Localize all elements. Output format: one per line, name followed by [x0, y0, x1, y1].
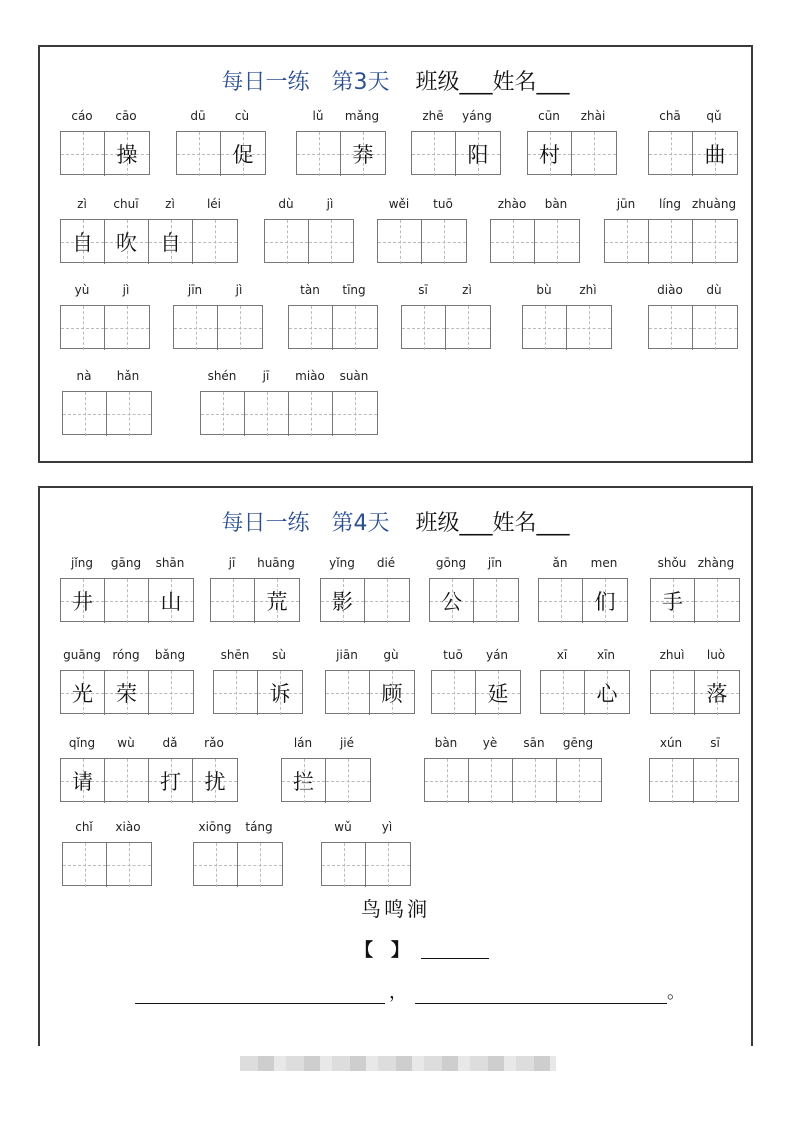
pinyin-label: zhài: [580, 109, 606, 123]
pinyin-label: miào: [295, 369, 325, 383]
pinyin-label: dù: [706, 283, 722, 297]
writing-cell[interactable]: [149, 671, 193, 715]
writing-cell[interactable]: [446, 306, 490, 350]
writing-cell[interactable]: [201, 392, 245, 436]
writing-box-group: [213, 670, 303, 714]
writing-box-group: [60, 670, 194, 714]
writing-cell[interactable]: [585, 671, 629, 715]
writing-box-group: [62, 842, 152, 886]
poem-author-line: [355, 936, 489, 962]
cell-character: 请: [72, 770, 93, 794]
pinyin-label: gāng: [110, 556, 142, 570]
pinyin-label: xiào: [115, 820, 141, 834]
cell-character: 促: [232, 143, 254, 167]
writing-cell[interactable]: [193, 759, 237, 803]
pinyin-label: ǎn: [552, 556, 568, 570]
pinyin-label: sān: [523, 736, 545, 750]
writing-cell[interactable]: [341, 132, 385, 176]
cell-character: 影: [332, 590, 353, 614]
pinyin-label: qǐng: [68, 736, 96, 750]
pinyin-label: jǐng: [71, 556, 93, 570]
writing-cell[interactable]: [107, 392, 151, 436]
pinyin-label: bàn: [434, 736, 458, 750]
writing-cell[interactable]: [149, 220, 193, 264]
writing-cell[interactable]: [469, 759, 513, 803]
writing-box-group: [401, 305, 491, 349]
pinyin-label: zì: [462, 283, 472, 297]
writing-cell[interactable]: [650, 759, 694, 803]
pinyin-label: tīng: [342, 283, 366, 297]
writing-cell[interactable]: [61, 132, 105, 176]
pinyin-label: huāng: [257, 556, 295, 570]
pinyin-label: jì: [326, 197, 334, 211]
cell-character: 自: [72, 231, 93, 255]
writing-box-group: [429, 578, 519, 622]
writing-box-group: [296, 131, 386, 175]
writing-cell[interactable]: [583, 579, 627, 623]
pinyin-label: zì: [165, 197, 175, 211]
writing-box-group: [210, 578, 300, 622]
dynasty-bracket: 【 】: [355, 940, 409, 961]
pinyin-label: wěi: [388, 197, 410, 211]
cell-character: 曲: [704, 143, 726, 167]
pinyin-label: jūn: [616, 197, 636, 211]
pinyin-label: tàn: [300, 283, 320, 297]
cell-character: 拦: [293, 770, 314, 794]
writing-cell[interactable]: [476, 671, 520, 715]
writing-cell[interactable]: [651, 671, 695, 715]
pinyin-label: táng: [245, 820, 273, 834]
writing-cell[interactable]: [412, 132, 456, 176]
writing-box-group: [62, 391, 152, 435]
writing-cell[interactable]: [474, 579, 518, 623]
writing-cell[interactable]: [63, 843, 107, 887]
writing-cell[interactable]: [649, 132, 693, 176]
cell-character: 落: [706, 682, 728, 706]
pinyin-label: dū: [190, 109, 206, 123]
pinyin-label: jiān: [336, 648, 358, 662]
poem-verse-line: [135, 978, 685, 1004]
pinyin-label: men: [590, 556, 618, 570]
writing-cell[interactable]: [221, 132, 265, 176]
pinyin-label: diào: [657, 283, 683, 297]
writing-cell[interactable]: [651, 579, 695, 623]
cell-character: 顾: [381, 682, 403, 706]
blurred-watermark: [240, 1056, 556, 1071]
writing-cell[interactable]: [149, 759, 193, 803]
writing-cell[interactable]: [149, 579, 193, 623]
writing-cell[interactable]: [432, 671, 476, 715]
pinyin-label: dié: [376, 556, 396, 570]
pinyin-label: jīn: [487, 556, 503, 570]
writing-cell[interactable]: [282, 759, 326, 803]
writing-cell[interactable]: [61, 306, 105, 350]
pinyin-label: jié: [339, 736, 355, 750]
title-class-name-field: 班级___姓名___: [415, 70, 570, 95]
pinyin-label: suàn: [339, 369, 369, 383]
writing-box-group: [320, 578, 410, 622]
practice-card-day3: [38, 45, 753, 463]
cell-character: 公: [441, 590, 462, 614]
writing-cell[interactable]: [309, 220, 353, 264]
writing-cell[interactable]: [211, 579, 255, 623]
cell-character: 心: [596, 682, 618, 706]
pinyin-label: cáo: [71, 109, 93, 123]
writing-cell[interactable]: [177, 132, 221, 176]
writing-box-group: [540, 670, 630, 714]
writing-cell[interactable]: [528, 132, 572, 176]
writing-cell[interactable]: [105, 579, 149, 623]
writing-cell[interactable]: [61, 220, 105, 264]
writing-box-group: [648, 305, 738, 349]
pinyin-label: líng: [659, 197, 681, 211]
cell-character: 莽: [352, 143, 374, 167]
cell-character: 手: [662, 590, 683, 614]
cell-character: 井: [72, 590, 93, 614]
writing-cell[interactable]: [238, 843, 282, 887]
writing-cell[interactable]: [402, 306, 446, 350]
pinyin-label: nà: [76, 369, 92, 383]
writing-cell[interactable]: [541, 671, 585, 715]
pinyin-label: jī: [262, 369, 270, 383]
pinyin-label: chuī: [113, 197, 139, 211]
poem-title: 鸟鸣涧: [361, 897, 430, 921]
writing-cell[interactable]: [422, 220, 466, 264]
cell-character: 光: [72, 682, 93, 706]
writing-box-group: [431, 670, 521, 714]
pinyin-label: chǐ: [75, 820, 93, 834]
pinyin-label: zhàng: [697, 556, 735, 570]
writing-cell[interactable]: [557, 759, 601, 803]
writing-cell[interactable]: [326, 759, 370, 803]
pinyin-label: rǎo: [204, 736, 224, 750]
writing-cell[interactable]: [693, 132, 737, 176]
pinyin-label: zhào: [497, 197, 527, 211]
writing-cell[interactable]: [513, 759, 557, 803]
writing-cell[interactable]: [456, 132, 500, 176]
verse-blank-2[interactable]: [415, 985, 667, 1004]
pinyin-label: xiōng: [198, 820, 232, 834]
writing-box-group: [60, 305, 150, 349]
pinyin-label: shǒu: [657, 556, 687, 570]
verse-period: 。: [667, 982, 685, 1003]
writing-box-group: [176, 131, 266, 175]
writing-cell[interactable]: [649, 220, 693, 264]
verse-blank-1[interactable]: [135, 985, 385, 1004]
writing-cell[interactable]: [214, 671, 258, 715]
writing-box-group: [325, 670, 415, 714]
cell-character: 诉: [269, 682, 291, 706]
writing-cell[interactable]: [61, 579, 105, 623]
writing-cell[interactable]: [539, 579, 583, 623]
writing-cell[interactable]: [105, 220, 149, 264]
writing-cell[interactable]: [255, 579, 299, 623]
pinyin-label: cāo: [115, 109, 137, 123]
pinyin-label: jì: [235, 283, 243, 297]
pinyin-label: mǎng: [344, 109, 380, 123]
writing-cell[interactable]: [649, 306, 693, 350]
writing-box-group: [490, 219, 580, 263]
writing-box-group: [173, 305, 263, 349]
writing-cell[interactable]: [245, 392, 289, 436]
writing-box-group: [288, 305, 378, 349]
pinyin-label: lǔ: [312, 109, 324, 123]
writing-cell[interactable]: [63, 392, 107, 436]
cell-character: 们: [594, 590, 616, 614]
pinyin-label: zhē: [422, 109, 444, 123]
writing-cell[interactable]: [425, 759, 469, 803]
writing-box-group: [60, 219, 238, 263]
pinyin-label: cù: [234, 109, 250, 123]
writing-box-group: [650, 670, 740, 714]
writing-box-group: [321, 842, 411, 886]
pinyin-label: lán: [293, 736, 313, 750]
pinyin-label: yù: [74, 283, 90, 297]
pinyin-label: bǎng: [154, 648, 186, 662]
pinyin-label: tuō: [433, 197, 453, 211]
writing-cell[interactable]: [326, 671, 370, 715]
writing-cell[interactable]: [430, 579, 474, 623]
writing-box-group: [522, 305, 612, 349]
writing-cell[interactable]: [174, 306, 218, 350]
writing-box-group: [60, 131, 150, 175]
writing-cell[interactable]: [567, 306, 611, 350]
writing-cell[interactable]: [194, 843, 238, 887]
writing-cell[interactable]: [693, 220, 737, 264]
writing-cell[interactable]: [61, 671, 105, 715]
title-class-name-field: 班级___姓名___: [415, 511, 570, 536]
pinyin-label: shēn: [220, 648, 250, 662]
pinyin-label: guāng: [63, 648, 101, 662]
writing-box-group: [60, 758, 238, 802]
writing-cell[interactable]: [370, 671, 414, 715]
writing-box-group: [604, 219, 738, 263]
pinyin-label: sī: [710, 736, 720, 750]
writing-cell[interactable]: [523, 306, 567, 350]
writing-box-group: [650, 578, 740, 622]
cell-character: 操: [116, 143, 138, 167]
pinyin-label: xī: [556, 648, 568, 662]
pinyin-label: shén: [207, 369, 237, 383]
pinyin-label: cūn: [538, 109, 560, 123]
writing-cell[interactable]: [365, 579, 409, 623]
pinyin-label: sī: [418, 283, 428, 297]
cell-character: 吹: [116, 231, 137, 255]
writing-cell[interactable]: [193, 220, 237, 264]
cell-character: 自: [160, 231, 181, 255]
writing-cell[interactable]: [695, 671, 739, 715]
writing-box-group: [281, 758, 371, 802]
cell-character: 荒: [266, 590, 288, 614]
writing-box-group: [193, 842, 283, 886]
pinyin-label: xīn: [596, 648, 616, 662]
writing-cell[interactable]: [694, 759, 738, 803]
cell-character: 扰: [204, 770, 226, 794]
writing-cell[interactable]: [105, 306, 149, 350]
pinyin-label: zhì: [579, 283, 597, 297]
pinyin-label: róng: [112, 648, 140, 662]
writing-cell[interactable]: [695, 579, 739, 623]
author-blank[interactable]: [421, 940, 489, 959]
writing-cell[interactable]: [289, 392, 333, 436]
writing-box-group: [527, 131, 617, 175]
pinyin-label: wù: [117, 736, 135, 750]
writing-cell[interactable]: [333, 392, 377, 436]
pinyin-label: sù: [272, 648, 286, 662]
writing-cell[interactable]: [258, 671, 302, 715]
writing-cell[interactable]: [491, 220, 535, 264]
pinyin-label: zì: [77, 197, 87, 211]
cell-character: 荣: [116, 682, 137, 706]
pinyin-label: yì: [381, 820, 393, 834]
pinyin-label: hǎn: [116, 369, 140, 383]
writing-cell[interactable]: [297, 132, 341, 176]
writing-cell[interactable]: [366, 843, 410, 887]
writing-cell[interactable]: [105, 671, 149, 715]
pinyin-label: jīn: [187, 283, 203, 297]
cell-character: 延: [487, 682, 509, 706]
writing-cell[interactable]: [693, 306, 737, 350]
pinyin-label: xún: [659, 736, 683, 750]
writing-box-group: [411, 131, 501, 175]
title-day-label: 每日一练 第4天: [221, 511, 390, 536]
cell-character: 村: [539, 143, 560, 167]
pinyin-label: shān: [155, 556, 185, 570]
writing-box-group: [200, 391, 378, 435]
pinyin-label: dǎ: [162, 736, 178, 750]
writing-cell[interactable]: [605, 220, 649, 264]
pinyin-label: wǔ: [334, 820, 352, 834]
writing-box-group: [538, 578, 628, 622]
pinyin-label: zhuàng: [692, 197, 737, 211]
writing-box-group: [648, 131, 738, 175]
writing-cell[interactable]: [218, 306, 262, 350]
writing-cell[interactable]: [105, 132, 149, 176]
pinyin-label: zhuì: [659, 648, 685, 662]
pinyin-label: yán: [485, 648, 509, 662]
writing-cell[interactable]: [333, 306, 377, 350]
cell-character: 阳: [467, 143, 489, 167]
writing-box-group: [264, 219, 354, 263]
pinyin-label: dù: [278, 197, 294, 211]
writing-box-group: [377, 219, 467, 263]
writing-cell[interactable]: [105, 759, 149, 803]
writing-cell[interactable]: [535, 220, 579, 264]
pinyin-label: yáng: [462, 109, 492, 123]
writing-cell[interactable]: [322, 843, 366, 887]
cell-character: 打: [160, 770, 181, 794]
writing-cell[interactable]: [321, 579, 365, 623]
pinyin-label: jì: [122, 283, 130, 297]
writing-cell[interactable]: [265, 220, 309, 264]
verse-comma: ，: [389, 982, 407, 1003]
cell-character: 山: [160, 590, 182, 614]
writing-box-group: [424, 758, 602, 802]
pinyin-label: luò: [706, 648, 726, 662]
pinyin-label: gōng: [435, 556, 467, 570]
practice-card-day4: [38, 486, 753, 1046]
title-day-label: 每日一练 第3天: [221, 70, 390, 95]
card-title: [40, 506, 751, 537]
writing-box-group: [60, 578, 194, 622]
pinyin-label: chā: [659, 109, 681, 123]
card-title: [40, 65, 751, 96]
pinyin-label: yǐng: [329, 556, 355, 570]
writing-cell[interactable]: [61, 759, 105, 803]
writing-cell[interactable]: [572, 132, 616, 176]
pinyin-label: qǔ: [706, 109, 722, 123]
writing-cell[interactable]: [289, 306, 333, 350]
pinyin-label: jī: [228, 556, 236, 570]
pinyin-label: yè: [482, 736, 498, 750]
pinyin-label: bàn: [544, 197, 568, 211]
pinyin-label: bù: [536, 283, 552, 297]
pinyin-label: gù: [383, 648, 399, 662]
writing-box-group: [649, 758, 739, 802]
writing-cell[interactable]: [107, 843, 151, 887]
pinyin-label: gēng: [562, 736, 594, 750]
writing-cell[interactable]: [378, 220, 422, 264]
pinyin-label: tuō: [443, 648, 463, 662]
pinyin-label: léi: [206, 197, 222, 211]
